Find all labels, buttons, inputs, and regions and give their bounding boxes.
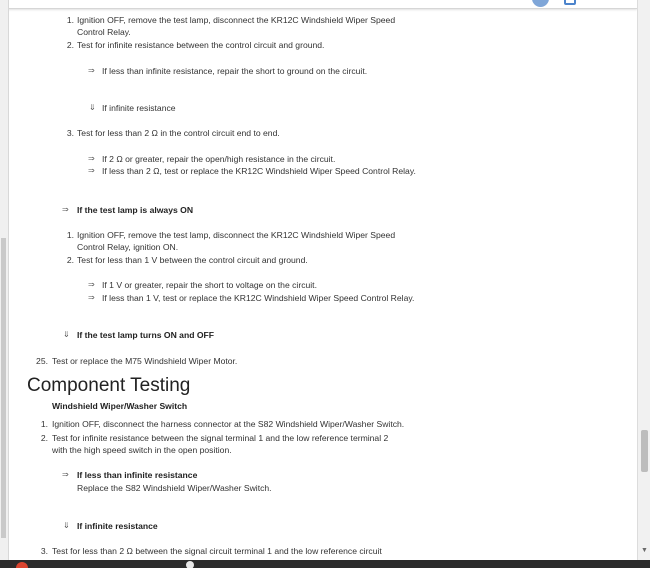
right-arrow-icon: ⇒	[88, 154, 95, 163]
result-text: If less than 2 Ω, test or replace the KR12C Windshield Wiper Speed Control Relay.	[102, 166, 416, 176]
step-number: 2.	[40, 433, 48, 443]
scrollbar-thumb[interactable]	[641, 430, 648, 472]
taskbar-app-icon[interactable]	[186, 561, 194, 568]
step-text: Test for infinite resistance between the control circuit and ground.	[77, 40, 325, 50]
down-arrow-icon: ⇓	[63, 330, 70, 339]
section-title: Component Testing	[27, 375, 191, 396]
step-text: Test or replace the M75 Windshield Wiper Motor.	[52, 356, 238, 366]
step-text: Ignition OFF, remove the test lamp, disconnect the KR12C Windshield Wiper Speed	[77, 15, 396, 25]
result-text: If infinite resistance	[102, 103, 176, 113]
section-subtitle: Windshield Wiper/Washer Switch	[52, 401, 188, 411]
step-text: Test for less than 1 V between the control circuit and ground.	[77, 255, 308, 265]
result-text: If less than infinite resistance, repair the short to ground on the circuit.	[102, 66, 368, 76]
taskbar	[0, 560, 650, 568]
step-number: 25.	[36, 356, 48, 366]
window-icon[interactable]	[564, 0, 576, 5]
result-text: If 1 V or greater, repair the short to voltage on the circuit.	[102, 280, 317, 290]
step-text: Test for less than 2 Ω in the control circuit end to end.	[77, 128, 280, 138]
condition-heading: If the test lamp is always ON	[77, 205, 194, 215]
step-number: 1.	[40, 419, 48, 429]
condition-heading: If less than infinite resistance	[77, 470, 198, 480]
step-text: Control Relay, ignition ON.	[77, 242, 179, 252]
right-arrow-icon: ⇒	[88, 293, 95, 302]
left-scrollbar[interactable]	[0, 0, 9, 568]
right-arrow-icon: ⇒	[88, 66, 95, 75]
result-text: If 2 Ω or greater, repair the open/high resistance in the circuit.	[102, 154, 336, 164]
right-arrow-icon: ⇒	[62, 470, 69, 479]
top-toolbar	[8, 0, 637, 9]
step-number: 1.	[66, 230, 74, 240]
step-text: Test for less than 2 Ω between the signal circuit terminal 1 and the low reference circuit	[52, 546, 382, 556]
step-text: Ignition OFF, disconnect the harness connector at the S82 Windshield Wiper/Washer Switch.	[52, 419, 405, 429]
result-text: If less than 1 V, test or replace the KR12C Windshield Wiper Speed Control Relay.	[102, 293, 415, 303]
profile-icon[interactable]	[532, 0, 549, 7]
condition-heading: If the test lamp turns ON and OFF	[77, 330, 215, 340]
result-text: Replace the S82 Windshield Wiper/Washer Switch.	[77, 483, 272, 493]
step-text: Ignition OFF, remove the test lamp, disconnect the KR12C Windshield Wiper Speed	[77, 230, 396, 240]
step-number: 2.	[66, 40, 74, 50]
browser-icon[interactable]	[16, 562, 28, 568]
down-arrow-icon: ⇓	[63, 521, 70, 530]
step-number: 2.	[66, 255, 74, 265]
step-number: 1.	[66, 15, 74, 25]
step-number: 3.	[40, 546, 48, 556]
right-arrow-icon: ⇒	[62, 205, 69, 214]
right-arrow-icon: ⇒	[88, 280, 95, 289]
step-text: Control Relay.	[77, 27, 131, 37]
step-text: with the high speed switch in the open position.	[52, 445, 232, 455]
step-number: 3.	[66, 128, 74, 138]
left-scrollbar-thumb[interactable]	[1, 238, 6, 538]
right-arrow-icon: ⇒	[88, 166, 95, 175]
vertical-scrollbar[interactable]	[637, 0, 650, 560]
step-text: Test for infinite resistance between the signal terminal 1 and the low reference terminal 2	[52, 433, 389, 443]
scroll-down-icon[interactable]: ▼	[641, 547, 648, 554]
down-arrow-icon: ⇓	[89, 103, 96, 112]
condition-heading: If infinite resistance	[77, 521, 158, 531]
